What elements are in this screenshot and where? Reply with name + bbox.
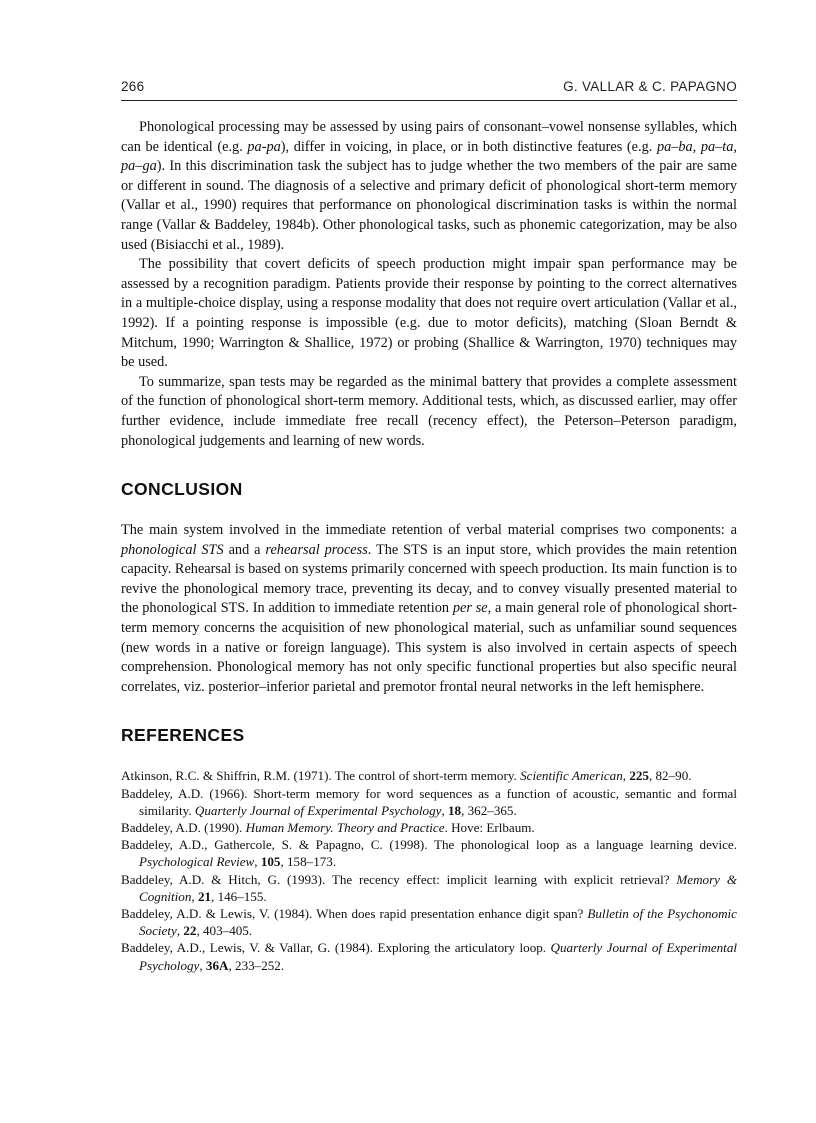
running-head bbox=[121, 79, 737, 99]
reference-item bbox=[121, 836, 737, 870]
text-run: To summarize, span tests may be regarded as the minimal battery that provides a complete assessment of the function of phonological short-term memory. Additional tests, which, as discussed earlier, may offer further evidence, include immediate free recall (recency effect), the Peterson–Peterson paradigm, phonological judgements and learning of new words. bbox=[121, 373, 737, 449]
italic-run: Memory & Cognition bbox=[139, 871, 738, 904]
text-run: , 362–365. bbox=[461, 802, 517, 818]
text-run: , 158–173. bbox=[280, 854, 337, 870]
conclusion-heading: CONCLUSION bbox=[121, 479, 243, 500]
text-run: Baddeley, A.D., Gathercole, S. & Papagno, C. (1998). The phonological loop as a language learning device. bbox=[121, 837, 737, 853]
text-run: , bbox=[191, 888, 198, 904]
text-run: Baddeley, A.D. (1966). Short-term memory for word sequences as a function of acoustic, semantic and formal similarity. bbox=[121, 785, 737, 818]
header-rule bbox=[121, 100, 737, 101]
reference-item bbox=[121, 939, 737, 973]
italic-run: Scientific American bbox=[520, 768, 623, 784]
italic-run: phonological STS bbox=[121, 541, 224, 558]
text-run: The main system involved in the immediate retention of verbal material comprises two components: a bbox=[121, 522, 737, 539]
italic-run: Psychological Review bbox=[139, 854, 255, 870]
bold-run: 105 bbox=[260, 854, 281, 870]
italic-run: rehearsal process bbox=[265, 541, 368, 558]
body-paragraph bbox=[121, 255, 737, 373]
text-run: Phonological processing may be assessed by using pairs of consonant–vowel nonsense syllables, which can be identical (e.g. bbox=[121, 119, 737, 155]
reference-item bbox=[121, 767, 737, 784]
text-run: Baddeley, A.D., Lewis, V. & Vallar, G. (1984). Exploring the articulatory loop. bbox=[121, 940, 551, 956]
text-run: Baddeley, A.D. (1990). bbox=[121, 820, 246, 836]
bold-run: 22 bbox=[183, 923, 197, 939]
reference-item bbox=[121, 905, 737, 939]
text-run: , a main general role of phonological short-term memory concerns the acquisition of new phonological material, such as unfamiliar sound sequences (new words in a native or foreign language). This system is also involved in certain aspects of speech comprehension. Phonological memory has not only specific functional properties but also specific neural correlates, viz. posterior–inferior parietal and premotor frontal neural networks in the left hemisphere. bbox=[121, 600, 737, 695]
bold-run: 36A bbox=[205, 957, 229, 973]
text-run: Baddeley, A.D. & Lewis, V. (1984). When does rapid presentation enhance digit span? bbox=[121, 906, 588, 922]
italic-run: pa-pa bbox=[247, 138, 281, 155]
bold-run: 18 bbox=[447, 802, 462, 818]
running-head-authors: G. VALLAR & C. PAPAGNO bbox=[563, 79, 737, 94]
text-run: Atkinson, R.C. & Shiffrin, R.M. (1971). The control of short-term memory. bbox=[121, 768, 521, 784]
text-run: ). In this discrimination task the subject has to judge whether the two members of the pair are same or different in sound. The diagnosis of a selective and primary deficit of phonological short-term memory (Vallar et al., 1990) requires that performance on phonological discrimination tasks is within the normal range (Vallar & Baddeley, 1984b). Other phonological tasks, such as phonemic categorization, may be also used (Bisiacchi et al., 1989). bbox=[121, 158, 737, 253]
text-run: , 146–155. bbox=[211, 888, 267, 904]
text-run: , bbox=[622, 768, 630, 784]
italic-run: Human Memory. Theory and Practice bbox=[245, 820, 445, 836]
page-body bbox=[121, 118, 737, 974]
text-run: and a bbox=[223, 541, 266, 558]
text-run: . The STS is an input store, which provides the main retention capacity. Rehearsal is based on systems primarily concerned with speech production. Its main function is to revive the phonological memory trace, preventing its decay, and to convey visually presented material to the phonological STS. In addition to immediate retention bbox=[121, 541, 738, 617]
conclusion-paragraph bbox=[121, 521, 737, 697]
text-run: , bbox=[254, 854, 261, 870]
bold-run: 225 bbox=[629, 768, 649, 784]
italic-run: per se bbox=[452, 600, 488, 617]
italic-run: Quarterly Journal of Experimental Psychology bbox=[139, 940, 738, 973]
text-run: , 82–90. bbox=[648, 768, 692, 784]
intro-section bbox=[121, 118, 737, 451]
text-run: , 403–405. bbox=[196, 923, 253, 939]
reference-item bbox=[121, 785, 737, 819]
text-run: . Hove: Erlbaum. bbox=[444, 820, 535, 836]
body-paragraph bbox=[121, 118, 737, 255]
italic-run: Quarterly Journal of Experimental Psychology bbox=[194, 802, 442, 818]
text-run: ), differ in voicing, in place, or in both distinctive features (e.g. bbox=[280, 138, 657, 155]
text-run: Baddeley, A.D. & Hitch, G. (1993). The recency effect: implicit learning with explicit retrieval? bbox=[121, 871, 677, 887]
reference-list bbox=[121, 767, 737, 973]
body-paragraph bbox=[121, 373, 737, 451]
text-run: , bbox=[441, 802, 448, 818]
text-run: , bbox=[199, 957, 206, 973]
references-heading: REFERENCES bbox=[121, 725, 245, 746]
reference-item bbox=[121, 819, 737, 836]
italic-run: pa–ba, pa–ta, pa–ga bbox=[121, 138, 737, 175]
text-run: The possibility that covert deficits of speech production might impair span performance may be assessed by a recognition paradigm. Patients provide their response by pointing to the correct alternatives in a multiple-choice display, using a response modality that does not require overt articulation (Vallar et al., 1992). If a pointing response is impossible (e.g. due to motor deficits), matching (Sloan Berndt & Mitchum, 1990; Warrington & Shallice, 1972) or probing (Shallice & Warrington, 1970) techniques may be used. bbox=[121, 256, 737, 371]
italic-run: Bulletin of the Psychonomic Society bbox=[139, 906, 737, 939]
bold-run: 21 bbox=[197, 888, 212, 904]
page-number: 266 bbox=[121, 79, 145, 94]
text-run: , bbox=[176, 923, 184, 939]
reference-item bbox=[121, 871, 737, 905]
text-run: , 233–252. bbox=[228, 957, 285, 973]
